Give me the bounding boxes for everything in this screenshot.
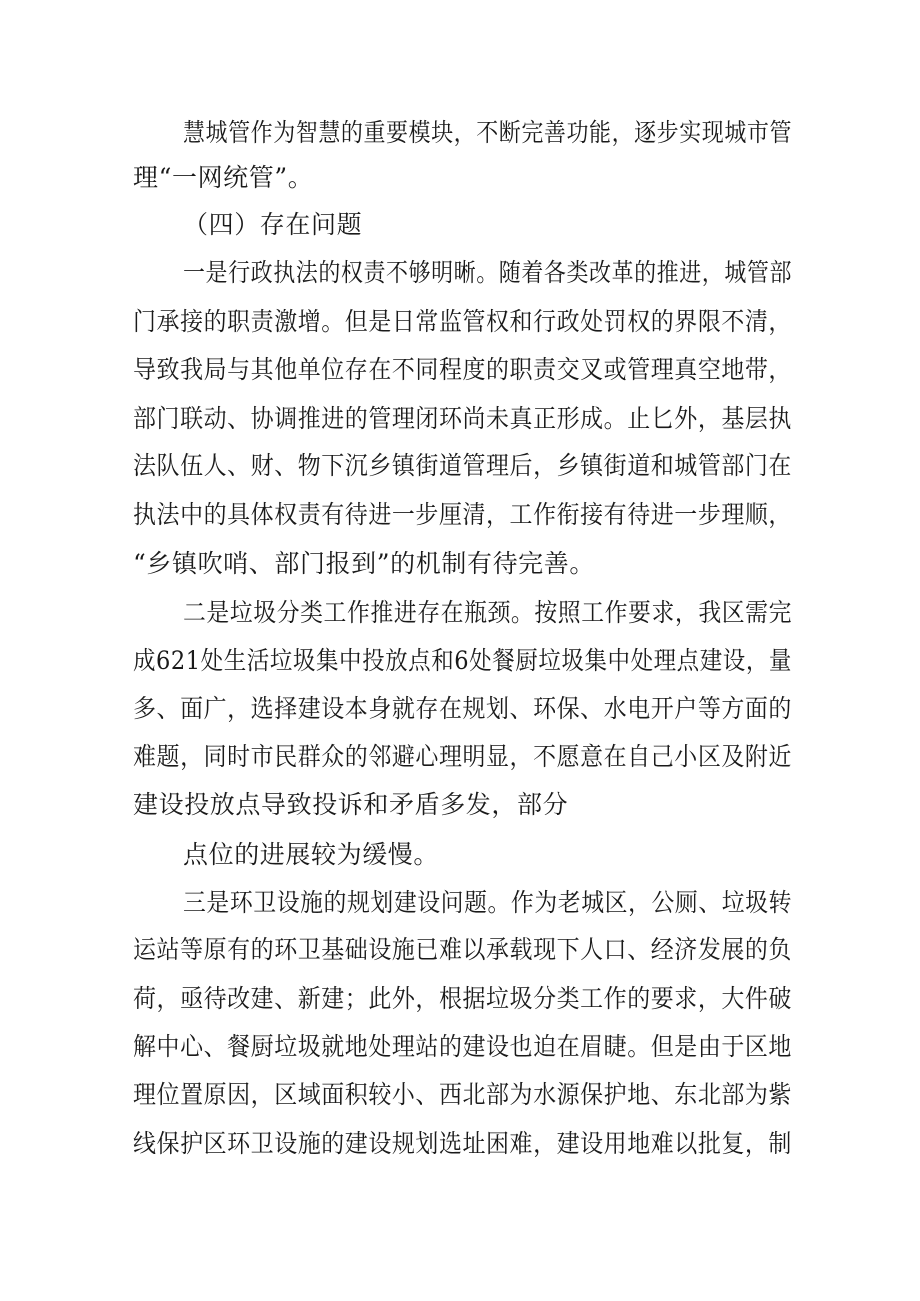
text-content: 荷，亟待改建、新建；此外，根据垃圾分类工作的要求，大件破 [133, 984, 792, 1013]
text-content: 运站等原有的环卫基础设施已难以承载现下人口、经济发展的负 [133, 935, 792, 964]
text-line-22 [0, 1128, 920, 1160]
text-line-2 [0, 162, 920, 194]
text-line-18 [0, 934, 920, 966]
text-content: 慧城管作为智慧的重要模块，不断完善功能，逐步实现城市管 [183, 118, 793, 147]
text-content: 建设投放点导致投诉和矛盾多发，部分 [133, 790, 569, 819]
text-content: 难题，同时市民群众的邻避心理明显，不愿意在自己小区及附近 [133, 742, 792, 771]
text-content: 门承接的职责激增。但是日常监管权和行政处罚权的界限不清， [133, 307, 792, 336]
text-line-5 [0, 306, 920, 338]
text-line-8 [0, 450, 920, 482]
text-line-21 [0, 1079, 920, 1111]
text-content: 多、面广，选择建设本身就存在规划、环保、水电开户等方面的 [133, 694, 792, 723]
text-line-16 [0, 839, 920, 871]
text-line-10 [0, 548, 920, 580]
text-line-9 [0, 499, 920, 531]
text-line-14 [0, 741, 920, 773]
text-content: “乡镇吹哨、部门报到”的机制有待完善。 [133, 549, 595, 578]
text-content: 三是环卫设施的规划建设问题。作为老城区，公厕、垃圾转 [183, 888, 793, 917]
text-line-13 [0, 693, 920, 725]
text-content: 理位置原因，区域面积较小、西北部为水源保护地、东北部为紫 [133, 1080, 792, 1109]
text-content: 法队伍人、财、物下沉乡镇街道管理后，乡镇街道和城管部门在 [133, 451, 792, 480]
text-content: 部门联动、协调推进的管理闭环尚未真正形成。止匕外，基层执 [133, 404, 792, 433]
text-line-7 [0, 403, 920, 435]
text-line-1 [0, 117, 920, 149]
text-content: 执法中的具体权责有待进一步厘清，工作衔接有待进一步理顺， [133, 500, 792, 529]
text-content: 理“一网统管”。 [133, 163, 314, 192]
text-line-15 [0, 789, 920, 821]
text-content: 点位的进展较为缓慢。 [183, 840, 440, 869]
text-line-4 [0, 257, 920, 289]
text-line-6 [0, 354, 920, 386]
text-line-12 [0, 645, 920, 677]
section-heading-text: （四）存在问题 [183, 210, 363, 239]
text-line-20 [0, 1031, 920, 1063]
text-content: 成621处生活垃圾集中投放点和6处餐厨垃圾集中处理点建设，量 [133, 646, 792, 675]
text-content: 一是行政执法的权责不够明晰。随着各类改革的推进，城管部 [183, 258, 793, 287]
text-content: 导致我局与其他单位存在不同程度的职责交叉或管理真空地带， [133, 355, 792, 384]
text-content: 线保护区环卫设施的建设规划选址困难，建设用地难以批复，制 [133, 1129, 792, 1158]
section-heading [0, 209, 920, 241]
text-content: 二是垃圾分类工作推进存在瓶颈。按照工作要求，我区需完 [183, 598, 793, 627]
text-line-17 [0, 887, 920, 919]
text-line-19 [0, 983, 920, 1015]
text-content: 解中心、餐厨垃圾就地处理站的建设也迫在眉睫。但是由于区地 [133, 1032, 792, 1061]
text-line-11 [0, 597, 920, 629]
